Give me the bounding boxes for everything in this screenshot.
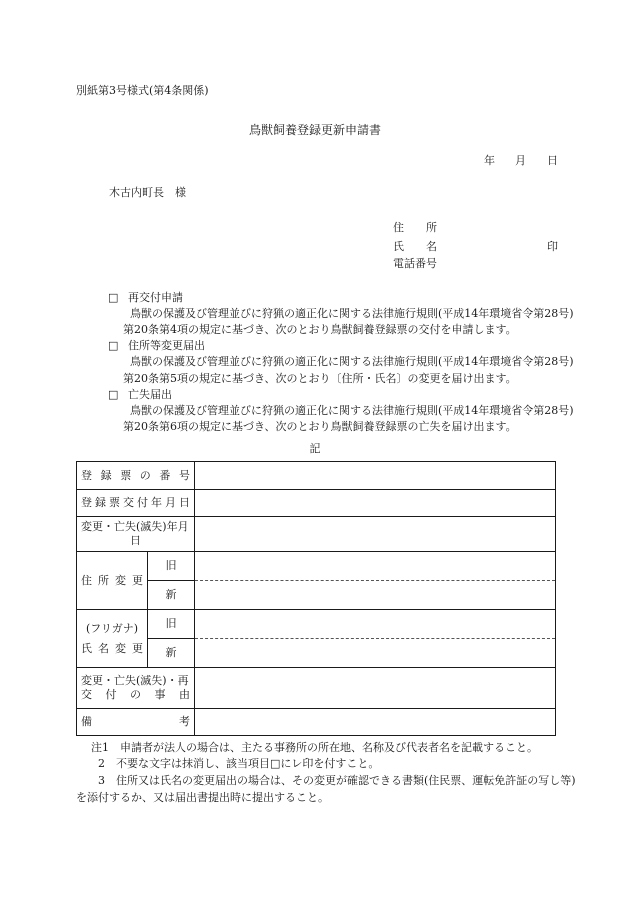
label-issue-date: 登録票交付年月日 xyxy=(77,490,195,517)
field-name-old[interactable] xyxy=(195,610,556,639)
field-reg-number[interactable] xyxy=(195,462,556,490)
applicant-phone-label: 電話番号 xyxy=(393,257,437,270)
document-title: 鳥獣飼養登録更新申請書 xyxy=(248,123,381,137)
label-change-date: 変更・亡失(滅失)年月 日 xyxy=(77,517,195,552)
option-loss-report-text-2: 第20条第6項の規定に基づき、次のとおり鳥獣飼養登録票の亡失を届け出ます。 xyxy=(123,420,517,433)
label-reason: 変更・亡失(滅失)・再 交付の事由 xyxy=(77,668,195,709)
date-year-label: 年 xyxy=(484,154,495,167)
note-2: 2 不要な文字は抹消し、該当項目□にレ印を付すこと。 xyxy=(98,757,380,770)
field-change-date[interactable] xyxy=(195,517,556,552)
date-day-label: 日 xyxy=(547,154,558,167)
field-reason[interactable] xyxy=(195,668,556,709)
date-month-label: 月 xyxy=(515,154,526,167)
option-address-change-text-2: 第20条第5項の規定に基づき、次のとおり〔住所・氏名〕の変更を届け出ます。 xyxy=(123,372,517,385)
row-issue-date xyxy=(77,490,556,517)
label-name-new: 新 xyxy=(148,639,195,668)
label-address-change: 住所変更 xyxy=(77,552,148,610)
note-3-line-1: 3 住所又は氏名の変更届出の場合は、その変更が確認できる書類(住民票、運転免許証の写し等) xyxy=(98,774,576,787)
checkbox-address-change[interactable]: □ xyxy=(108,339,119,352)
row-reg-number xyxy=(77,462,556,490)
seal-mark: 印 xyxy=(547,240,558,253)
option-address-change-title: 住所等変更届出 xyxy=(128,339,205,352)
row-reason xyxy=(77,668,556,709)
field-address-new[interactable] xyxy=(195,581,556,610)
label-reg-number: 登録票の番号 xyxy=(77,462,195,490)
row-change-date xyxy=(77,517,556,552)
option-loss-report-text-1: 鳥獣の保護及び管理並びに狩猟の適正化に関する法律施行規則(平成14年環境省令第28号) xyxy=(130,404,574,417)
row-address-old xyxy=(77,552,556,581)
label-name-change: (フリガナ) 氏名変更 xyxy=(77,610,148,668)
label-address-new: 新 xyxy=(148,581,195,610)
option-address-change-text-1: 鳥獣の保護及び管理並びに狩猟の適正化に関する法律施行規則(平成14年環境省令第28号) xyxy=(130,355,574,368)
label-address-old: 旧 xyxy=(148,552,195,581)
field-address-old[interactable] xyxy=(195,552,556,581)
field-name-new[interactable] xyxy=(195,639,556,668)
note-1: 注1 申請者が法人の場合は、主たる事務所の所在地、名称及び代表者名を記載すること。 xyxy=(91,741,538,754)
option-reissue-text-1: 鳥獣の保護及び管理並びに狩猟の適正化に関する法律施行規則(平成14年環境省令第28号) xyxy=(130,307,574,320)
applicant-name-label: 氏 名 xyxy=(393,240,437,253)
option-loss-report-title: 亡失届出 xyxy=(128,388,172,401)
form-number: 別紙第3号様式(第4条関係) xyxy=(76,84,209,97)
option-reissue-text-2: 第20条第4項の規定に基づき、次のとおり鳥獣飼養登録票の交付を申請します。 xyxy=(123,323,517,336)
registration-form-table xyxy=(76,461,556,736)
option-reissue-title: 再交付申請 xyxy=(128,291,183,304)
label-name-old: 旧 xyxy=(148,610,195,639)
label-remarks: 備考 xyxy=(77,709,195,736)
addressee: 木古内町長 様 xyxy=(109,186,186,199)
checkbox-reissue[interactable]: □ xyxy=(108,291,119,304)
row-name-new xyxy=(77,639,556,668)
row-name-old xyxy=(77,610,556,639)
applicant-address-label: 住 所 xyxy=(393,221,437,234)
row-address-new xyxy=(77,581,556,610)
note-3-line-2: を添付するか、又は届出書提出時に提出すること。 xyxy=(76,791,329,804)
checkbox-loss-report[interactable]: □ xyxy=(108,388,119,401)
field-issue-date[interactable] xyxy=(195,490,556,517)
row-remarks xyxy=(77,709,556,736)
field-remarks[interactable] xyxy=(195,709,556,736)
ki-mark: 記 xyxy=(309,442,321,455)
